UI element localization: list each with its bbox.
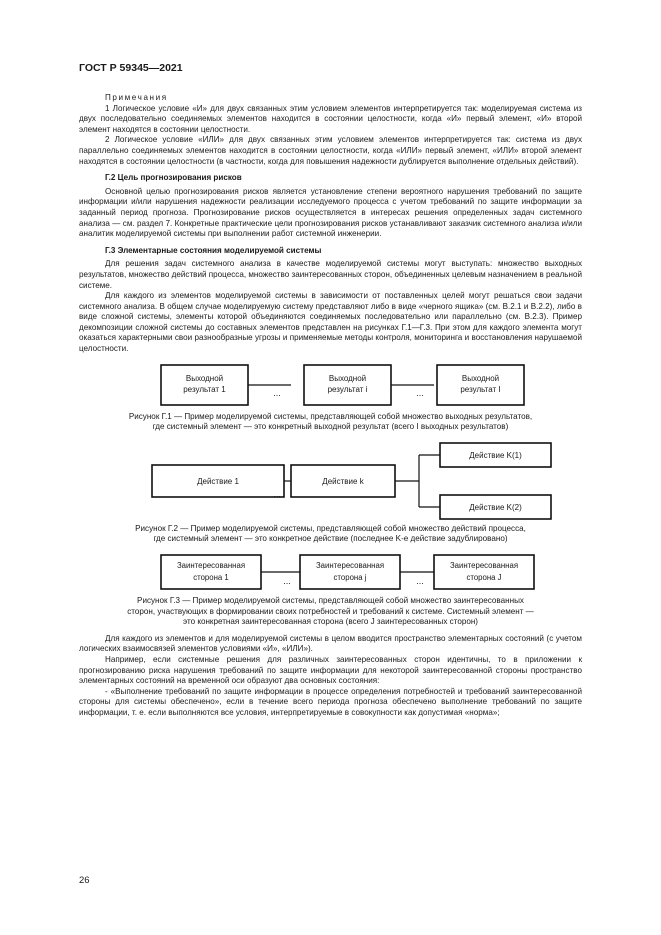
figure-1-caption-line-2: где системный элемент — это конкретный выходной результат (всего I выходных результатов): [152, 422, 509, 432]
section-g2-heading: Г.2 Цель прогнозирования рисков: [105, 173, 242, 183]
section-g3-paragraph-1: Для решения задач системного анализа в качестве моделируемой системы могут выступать: множество выходных результатов, множество действий процесса, множество заинтересованных сторон, объединенных целевым назначением в реальной системе.: [79, 259, 582, 290]
figure-1: [79, 363, 582, 433]
figure-3-caption-line-1: Рисунок Г.3 — Пример моделируемой системы, представляющей собой множество заинтересованных: [137, 596, 524, 606]
note-item-1: 1 Логическое условие «И» для двух связанных этим условием элементов интерпретируется так: моделируемая система из двух последовательно соединяемых элементов находится в состоянии целостности, когда «И» первый элемент, «И» второй элемент находятся в состоянии целостности.: [79, 103, 582, 134]
figure-3-caption-line-2: сторон, участвующих в формировании своих потребностей и требований к системе. Системный элемент —: [127, 606, 534, 616]
figure-1-diagram: [79, 363, 582, 409]
fig1-box-3-line-1: Выходной: [461, 373, 500, 383]
fig1-ellipsis-2: ...: [416, 387, 424, 398]
note-item-2: 2 Логическое условие «ИЛИ» для двух связанных этим условием элементов интерпретируется так: система из двух параллельно соединяемых элементов находится в состоянии целостности, когда «ИЛИ» первый элемент, «ИЛИ» второй элемент находятся в состоянии целостности (в частности, когда для повышения надежности дублируется выполнение отдельных действий).: [79, 135, 582, 166]
document-header: ГОСТ Р 59345—2021: [79, 62, 183, 74]
figure-3: [79, 553, 582, 628]
fig1-box-2-line-2: результат i: [327, 384, 368, 394]
closing-paragraph-3: - «Выполнение требований по защите информации в процессе определения потребностей и требований заинтересованной стороны для системы обеспечено», если в течение всего периода прогноза обеспечено выполнение требований по защите информации, т. е. если выполняются все условия, интерпретируемые в совокупности как допустимая «норма»;: [79, 686, 582, 717]
fig2-box-action-k2-label: Действие K(2): [469, 502, 522, 512]
section-g3-heading: Г.3 Элементарные состояния моделируемой системы: [105, 245, 322, 255]
fig3-box-2-line-2: сторона j: [333, 573, 367, 583]
fig1-box-3-line-2: результат I: [460, 384, 501, 394]
figure-2: [79, 441, 582, 545]
fig3-ellipsis-2: ...: [416, 576, 424, 587]
fig3-ellipsis-1: ...: [283, 576, 291, 587]
closing-paragraph-1: Для каждого из элементов и для моделируемой системы в целом вводится пространство элементарных состояний (с учетом логических взаимосвязей элементов условиями «И», «ИЛИ»).: [79, 633, 582, 654]
fig3-box-1-line-2: сторона 1: [193, 573, 229, 583]
fig3-box-2-line-1: Заинтересованная: [315, 561, 385, 571]
fig1-box-1-line-2: результат 1: [183, 384, 226, 394]
figure-3-diagram: [79, 553, 582, 593]
fig1-box-1-line-1: Выходной: [185, 373, 224, 383]
fig3-box-3-line-2: сторона J: [466, 573, 502, 583]
fig2-box-action-k-label: Действие k: [322, 476, 364, 486]
fig3-box-3-line-1: Заинтересованная: [449, 561, 519, 571]
figure-2-caption-line-2: где системный элемент — это конкретное действие (последнее K-е действие задублировано): [153, 534, 508, 544]
notes-title: Примечания: [105, 93, 168, 102]
closing-paragraph-2: Например, если системные решения для различных заинтересованных сторон идентичны, то в приложении к прогнозированию риска нарушения требований по защите информации для некоторой заинтересованной стороны пространство элементарных состояний на временной оси образуют два основных состояния:: [79, 655, 582, 686]
section-g2-paragraph: Основной целью прогнозирования рисков является установление степени вероятного нарушения требований по защите информации и/или нарушения надежности реализации исследуемого процесса с учетом требований по защите информации за заданный период прогноза. Прогнозирование рисков осуществляется в интересах решения определенных задач системного анализа — см. раздел 7. Конкретные практические цели прогнозирования рисков устанавливают заказчик системного анализа и/или аналитик моделируемой системы при выполнении работ системной инженерии.: [79, 186, 582, 239]
page-number: 26: [79, 875, 90, 886]
figure-2-diagram: [79, 441, 582, 521]
fig2-box-action-1-label: Действие 1: [197, 476, 239, 486]
page-content: [79, 93, 582, 719]
figure-2-caption-line-1: Рисунок Г.2 — Пример моделируемой системы, представляющей собой множество действий процесса,: [135, 523, 526, 533]
fig2-ellipsis: ...: [273, 488, 281, 499]
section-g3-paragraph-2: Для каждого из элементов моделируемой системы в зависимости от поставленных целей могут решаться свои задачи системного анализа. В общем случае моделируемую систему представляют либо в виде «черного ящика» (см. В.2.1 и В.2.2), либо в виде сложной системы, элементы которой объединяются соединяемых последовательно или параллельно (см. В.2.3). Пример декомпозиции сложной системы до составных элементов представлен на рисунках Г.1—Г.3. При этом для каждого элемента могут оказаться характерными свои разнообразные угрозы и применяемые методы контроля, мониторинга и восстановления нарушаемой целостности.: [79, 291, 582, 354]
fig3-box-1-line-1: Заинтересованная: [176, 561, 246, 571]
fig2-box-action-k1-label: Действие K(1): [469, 450, 522, 460]
figure-1-caption-line-1: Рисунок Г.1 — Пример моделируемой системы, представляющей собой множество выходных результатов,: [128, 411, 533, 421]
fig1-box-2-line-1: Выходной: [328, 373, 367, 383]
fig1-ellipsis-1: ...: [273, 387, 281, 398]
figure-3-caption-line-3: это конкретная заинтересованная сторона (всего J заинтересованных сторон): [183, 617, 478, 627]
